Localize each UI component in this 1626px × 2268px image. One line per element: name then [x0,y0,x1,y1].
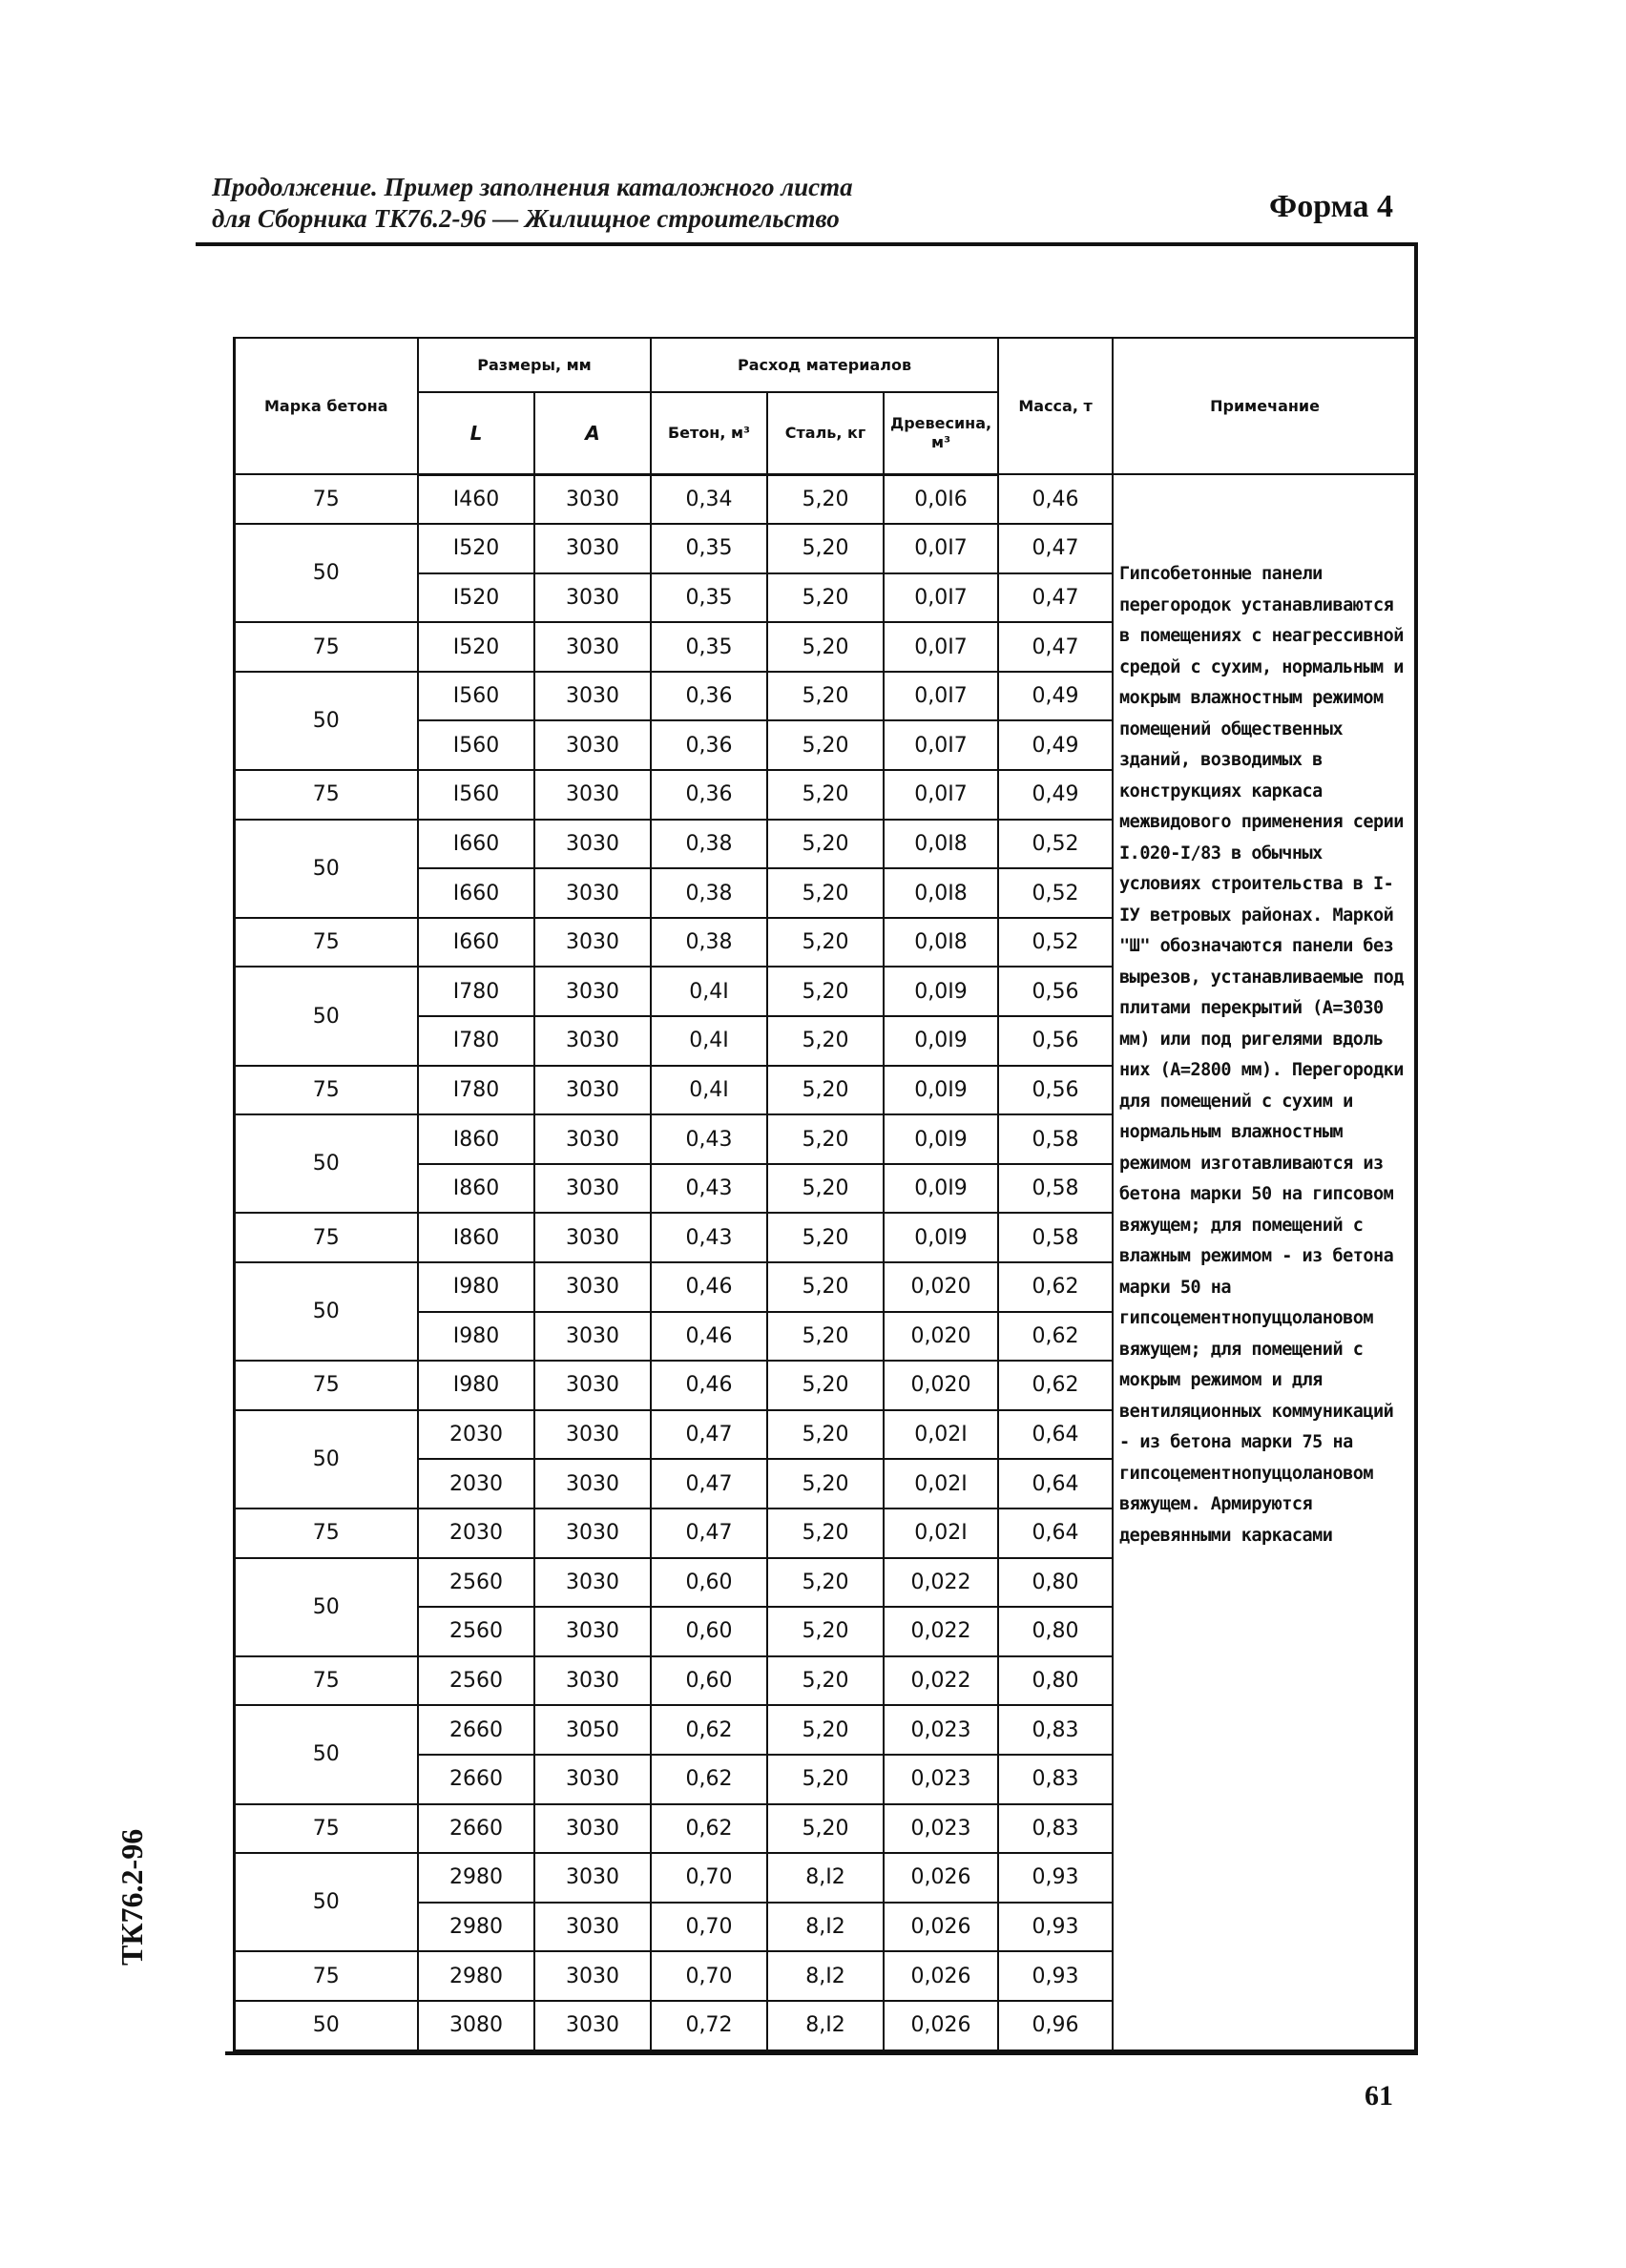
cell-wood: 0,02I [884,1509,998,1558]
cell-wood: 0,0I9 [884,1114,998,1164]
cell-A: 3030 [534,622,651,672]
cell-concrete: 0,70 [651,1951,767,2001]
grade-cell: 75 [234,1213,418,1262]
cell-wood: 0,0I9 [884,1213,998,1262]
cell-concrete: 0,47 [651,1410,767,1460]
cell-steel: 5,20 [767,1312,884,1362]
cell-L: 2030 [418,1410,534,1460]
cell-mass: 0,83 [998,1705,1113,1755]
cell-wood: 0,0I9 [884,1164,998,1214]
cell-A: 3030 [534,573,651,623]
cell-A: 3030 [534,1016,651,1066]
cell-concrete: 0,43 [651,1164,767,1214]
cell-mass: 0,56 [998,1066,1113,1115]
cell-steel: 5,20 [767,868,884,918]
frame-bottom-line [225,2051,1418,2055]
header-mass: Масса, т [998,338,1113,474]
cell-steel: 5,20 [767,1114,884,1164]
frame-top-line [196,242,1417,246]
grade-cell: 50 [234,1853,418,1951]
cell-L: 2980 [418,1853,534,1903]
cell-A: 3030 [534,1951,651,2001]
cell-mass: 0,47 [998,622,1113,672]
cell-mass: 0,47 [998,524,1113,573]
cell-A: 3030 [534,1164,651,1214]
cell-mass: 0,96 [998,2001,1113,2050]
cell-A: 3030 [534,1903,651,1952]
cell-concrete: 0,36 [651,720,767,770]
header-A: A [534,392,651,474]
cell-wood: 0,022 [884,1607,998,1656]
cell-concrete: 0,38 [651,820,767,869]
header-dimensions: Размеры, мм [418,338,651,392]
cell-mass: 0,80 [998,1656,1113,1706]
cell-wood: 0,026 [884,1903,998,1952]
form-label: Форма 4 [1269,189,1394,224]
cell-concrete: 0,38 [651,868,767,918]
cell-concrete: 0,4I [651,967,767,1016]
cell-wood: 0,0I7 [884,524,998,573]
cell-mass: 0,93 [998,1903,1113,1952]
cell-wood: 0,0I6 [884,474,998,524]
grade-cell: 50 [234,1558,418,1656]
cell-L: I520 [418,524,534,573]
cell-mass: 0,83 [998,1755,1113,1804]
cell-wood: 0,0I9 [884,1066,998,1115]
cell-steel: 5,20 [767,1509,884,1558]
cell-steel: 5,20 [767,967,884,1016]
cell-wood: 0,0I7 [884,573,998,623]
grade-cell: 75 [234,1656,418,1706]
grade-cell: 75 [234,1509,418,1558]
cell-mass: 0,58 [998,1114,1113,1164]
cell-L: I520 [418,573,534,623]
cell-concrete: 0,4I [651,1016,767,1066]
grade-cell: 75 [234,1951,418,2001]
cell-mass: 0,64 [998,1459,1113,1509]
cell-wood: 0,020 [884,1262,998,1312]
cell-A: 3030 [534,1755,651,1804]
cell-steel: 5,20 [767,918,884,968]
cell-concrete: 0,36 [651,672,767,721]
grade-cell: 50 [234,524,418,622]
cell-concrete: 0,35 [651,622,767,672]
grade-cell: 75 [234,770,418,820]
cell-concrete: 0,35 [651,573,767,623]
header-wood: Древесина, м³ [884,392,998,474]
header-L: L [418,392,534,474]
cell-L: 2030 [418,1509,534,1558]
cell-wood: 0,0I7 [884,770,998,820]
cell-steel: 5,20 [767,1016,884,1066]
cell-steel: 5,20 [767,1755,884,1804]
table-left-margin-body [196,474,234,2050]
cell-steel: 5,20 [767,622,884,672]
cell-concrete: 0,70 [651,1903,767,1952]
grade-cell: 75 [234,1804,418,1854]
cell-A: 3030 [534,1312,651,1362]
cell-A: 3030 [534,1853,651,1903]
cell-A: 3030 [534,1804,651,1854]
cell-A: 3030 [534,1361,651,1410]
cell-mass: 0,64 [998,1410,1113,1460]
cell-wood: 0,020 [884,1361,998,1410]
cell-mass: 0,56 [998,1016,1113,1066]
grade-cell: 50 [234,2001,418,2050]
cell-steel: 8,I2 [767,2001,884,2050]
cell-L: I860 [418,1213,534,1262]
header-grade: Марка бетона [234,338,418,474]
cell-wood: 0,0I7 [884,672,998,721]
cell-A: 3030 [534,1114,651,1164]
cell-steel: 5,20 [767,1213,884,1262]
cell-L: 2030 [418,1459,534,1509]
cell-L: I560 [418,720,534,770]
cell-L: I660 [418,868,534,918]
cell-mass: 0,62 [998,1262,1113,1312]
cell-L: I660 [418,820,534,869]
cell-wood: 0,0I8 [884,868,998,918]
grade-cell: 75 [234,622,418,672]
cell-A: 3050 [534,1705,651,1755]
cell-L: I980 [418,1312,534,1362]
cell-A: 3030 [534,1213,651,1262]
cell-concrete: 0,46 [651,1312,767,1362]
page-number: 61 [1365,2080,1393,2112]
cell-concrete: 0,46 [651,1361,767,1410]
cell-mass: 0,52 [998,820,1113,869]
cell-mass: 0,93 [998,1951,1113,2001]
cell-L: I520 [418,622,534,672]
table-body [196,474,1417,2050]
cell-mass: 0,49 [998,672,1113,721]
page-header-title [212,172,937,235]
cell-A: 3030 [534,720,651,770]
cell-L: I860 [418,1164,534,1214]
cell-wood: 0,023 [884,1705,998,1755]
cell-L: I980 [418,1262,534,1312]
cell-mass: 0,58 [998,1164,1113,1214]
cell-A: 3030 [534,524,651,573]
header-concrete: Бетон, м³ [651,392,767,474]
header-note: Примечание [1113,338,1417,474]
cell-wood: 0,0I9 [884,967,998,1016]
cell-wood: 0,0I9 [884,1016,998,1066]
grade-cell: 50 [234,1262,418,1361]
cell-A: 3030 [534,1607,651,1656]
cell-steel: 5,20 [767,770,884,820]
cell-L: 2560 [418,1558,534,1608]
cell-steel: 5,20 [767,1558,884,1608]
cell-L: 3080 [418,2001,534,2050]
cell-steel: 5,20 [767,672,884,721]
cell-A: 3030 [534,1410,651,1460]
grade-cell: 50 [234,1410,418,1509]
grade-cell: 50 [234,820,418,918]
header-materials: Расход материалов [651,338,998,392]
cell-A: 3030 [534,1066,651,1115]
cell-mass: 0,49 [998,720,1113,770]
cell-wood: 0,0I7 [884,720,998,770]
cell-mass: 0,80 [998,1607,1113,1656]
header-title-line-2: для Сборника ТК76.2-96 — Жилищное строительство [212,204,840,233]
cell-wood: 0,023 [884,1755,998,1804]
cell-L: I860 [418,1114,534,1164]
cell-wood: 0,026 [884,2001,998,2050]
cell-concrete: 0,43 [651,1114,767,1164]
grade-cell: 50 [234,967,418,1065]
cell-mass: 0,62 [998,1312,1113,1362]
cell-concrete: 0,62 [651,1804,767,1854]
cell-wood: 0,02I [884,1410,998,1460]
grade-cell: 75 [234,474,418,524]
cell-concrete: 0,70 [651,1853,767,1903]
header-title-line-1: Продолжение. Пример заполнения каталожного листа [212,173,853,201]
cell-mass: 0,49 [998,770,1113,820]
cell-wood: 0,020 [884,1312,998,1362]
cell-concrete: 0,46 [651,1262,767,1312]
cell-wood: 0,0I8 [884,820,998,869]
cell-L: 2560 [418,1607,534,1656]
cell-A: 3030 [534,1509,651,1558]
cell-steel: 5,20 [767,1066,884,1115]
cell-concrete: 0,60 [651,1607,767,1656]
cell-concrete: 0,38 [651,918,767,968]
catalog-table [196,337,1418,2051]
cell-L: I980 [418,1361,534,1410]
cell-L: 2660 [418,1804,534,1854]
cell-mass: 0,62 [998,1361,1113,1410]
cell-steel: 5,20 [767,524,884,573]
cell-L: 2660 [418,1755,534,1804]
cell-A: 3030 [534,820,651,869]
cell-steel: 8,I2 [767,1853,884,1903]
grade-cell: 50 [234,1114,418,1213]
cell-concrete: 0,4I [651,1066,767,1115]
cell-mass: 0,83 [998,1804,1113,1854]
cell-steel: 5,20 [767,720,884,770]
header-steel: Сталь, кг [767,392,884,474]
cell-steel: 8,I2 [767,1903,884,1952]
cell-A: 3030 [534,967,651,1016]
cell-wood: 0,02I [884,1459,998,1509]
cell-mass: 0,52 [998,918,1113,968]
cell-mass: 0,47 [998,573,1113,623]
cell-wood: 0,026 [884,1853,998,1903]
cell-L: I780 [418,967,534,1016]
cell-A: 3030 [534,474,651,524]
cell-A: 3030 [534,2001,651,2050]
cell-L: I780 [418,1016,534,1066]
cell-A: 3030 [534,1558,651,1608]
cell-A: 3030 [534,868,651,918]
cell-wood: 0,0I8 [884,918,998,968]
cell-steel: 5,20 [767,1164,884,1214]
cell-L: 2980 [418,1903,534,1952]
cell-steel: 5,20 [767,1705,884,1755]
cell-steel: 5,20 [767,820,884,869]
cell-steel: 5,20 [767,1459,884,1509]
cell-steel: 5,20 [767,1607,884,1656]
grade-cell: 50 [234,672,418,770]
cell-concrete: 0,36 [651,770,767,820]
cell-steel: 5,20 [767,1656,884,1706]
cell-concrete: 0,35 [651,524,767,573]
cell-concrete: 0,62 [651,1705,767,1755]
note-cell: Гипсобетонные панели перегородок устанавливаются в помещениях с неагрессивной средой с сухим, нормальным и мокрым влажностным режимом помещений общественных зданий, возводимых в конструкциях каркаса межвидового применения серии I.020-I/83 в обычных условиях строительства в I-IУ ветровых районах. Маркой "Ш" обозначаются панели без вырезов, устанавливаемые под плитами перекрытий (А=3030 мм) или под ригелями вдоль них (А=2800 мм). Перегородки для помещений с сухим и нормальным влажностным режимом изготавливаются из бетона марки 50 на гипсовом вяжущем; для помещений с влажным режимом - из бетона марки 50 на гипсоцементнопуццолановом вяжущем; для помещений с мокрым режимом и для вентиляционных коммуникаций - из бетона марки 75 на гипсоцементнопуццолановом вяжущем. Армируются деревянными каркасами [1113,474,1417,2050]
cell-wood: 0,022 [884,1558,998,1608]
cell-mass: 0,64 [998,1509,1113,1558]
cell-steel: 5,20 [767,1262,884,1312]
grade-cell: 75 [234,1066,418,1115]
side-document-code: ТК76.2-96 [115,1828,149,1966]
cell-mass: 0,93 [998,1853,1113,1903]
cell-wood: 0,022 [884,1656,998,1706]
cell-steel: 8,I2 [767,1951,884,2001]
cell-L: I780 [418,1066,534,1115]
cell-A: 3030 [534,1262,651,1312]
cell-A: 3030 [534,672,651,721]
cell-concrete: 0,47 [651,1459,767,1509]
table-row [196,474,1417,524]
cell-concrete: 0,47 [651,1509,767,1558]
cell-A: 3030 [534,918,651,968]
cell-wood: 0,023 [884,1804,998,1854]
cell-mass: 0,56 [998,967,1113,1016]
cell-concrete: 0,43 [651,1213,767,1262]
cell-L: 2980 [418,1951,534,2001]
cell-L: I560 [418,770,534,820]
cell-steel: 5,20 [767,1804,884,1854]
cell-L: I460 [418,474,534,524]
grade-cell: 75 [234,918,418,968]
cell-steel: 5,20 [767,573,884,623]
cell-L: 2660 [418,1705,534,1755]
cell-L: I660 [418,918,534,968]
cell-concrete: 0,62 [651,1755,767,1804]
grade-cell: 75 [234,1361,418,1410]
cell-steel: 5,20 [767,1361,884,1410]
cell-A: 3030 [534,1656,651,1706]
cell-mass: 0,52 [998,868,1113,918]
cell-mass: 0,58 [998,1213,1113,1262]
cell-concrete: 0,60 [651,1558,767,1608]
table-left-margin [196,338,234,474]
cell-mass: 0,46 [998,474,1113,524]
cell-L: I560 [418,672,534,721]
grade-cell: 50 [234,1705,418,1803]
cell-wood: 0,026 [884,1951,998,2001]
cell-steel: 5,20 [767,1410,884,1460]
cell-mass: 0,80 [998,1558,1113,1608]
cell-A: 3030 [534,770,651,820]
cell-concrete: 0,60 [651,1656,767,1706]
cell-L: 2560 [418,1656,534,1706]
cell-wood: 0,0I7 [884,622,998,672]
cell-concrete: 0,72 [651,2001,767,2050]
cell-concrete: 0,34 [651,474,767,524]
cell-A: 3030 [534,1459,651,1509]
cell-steel: 5,20 [767,474,884,524]
